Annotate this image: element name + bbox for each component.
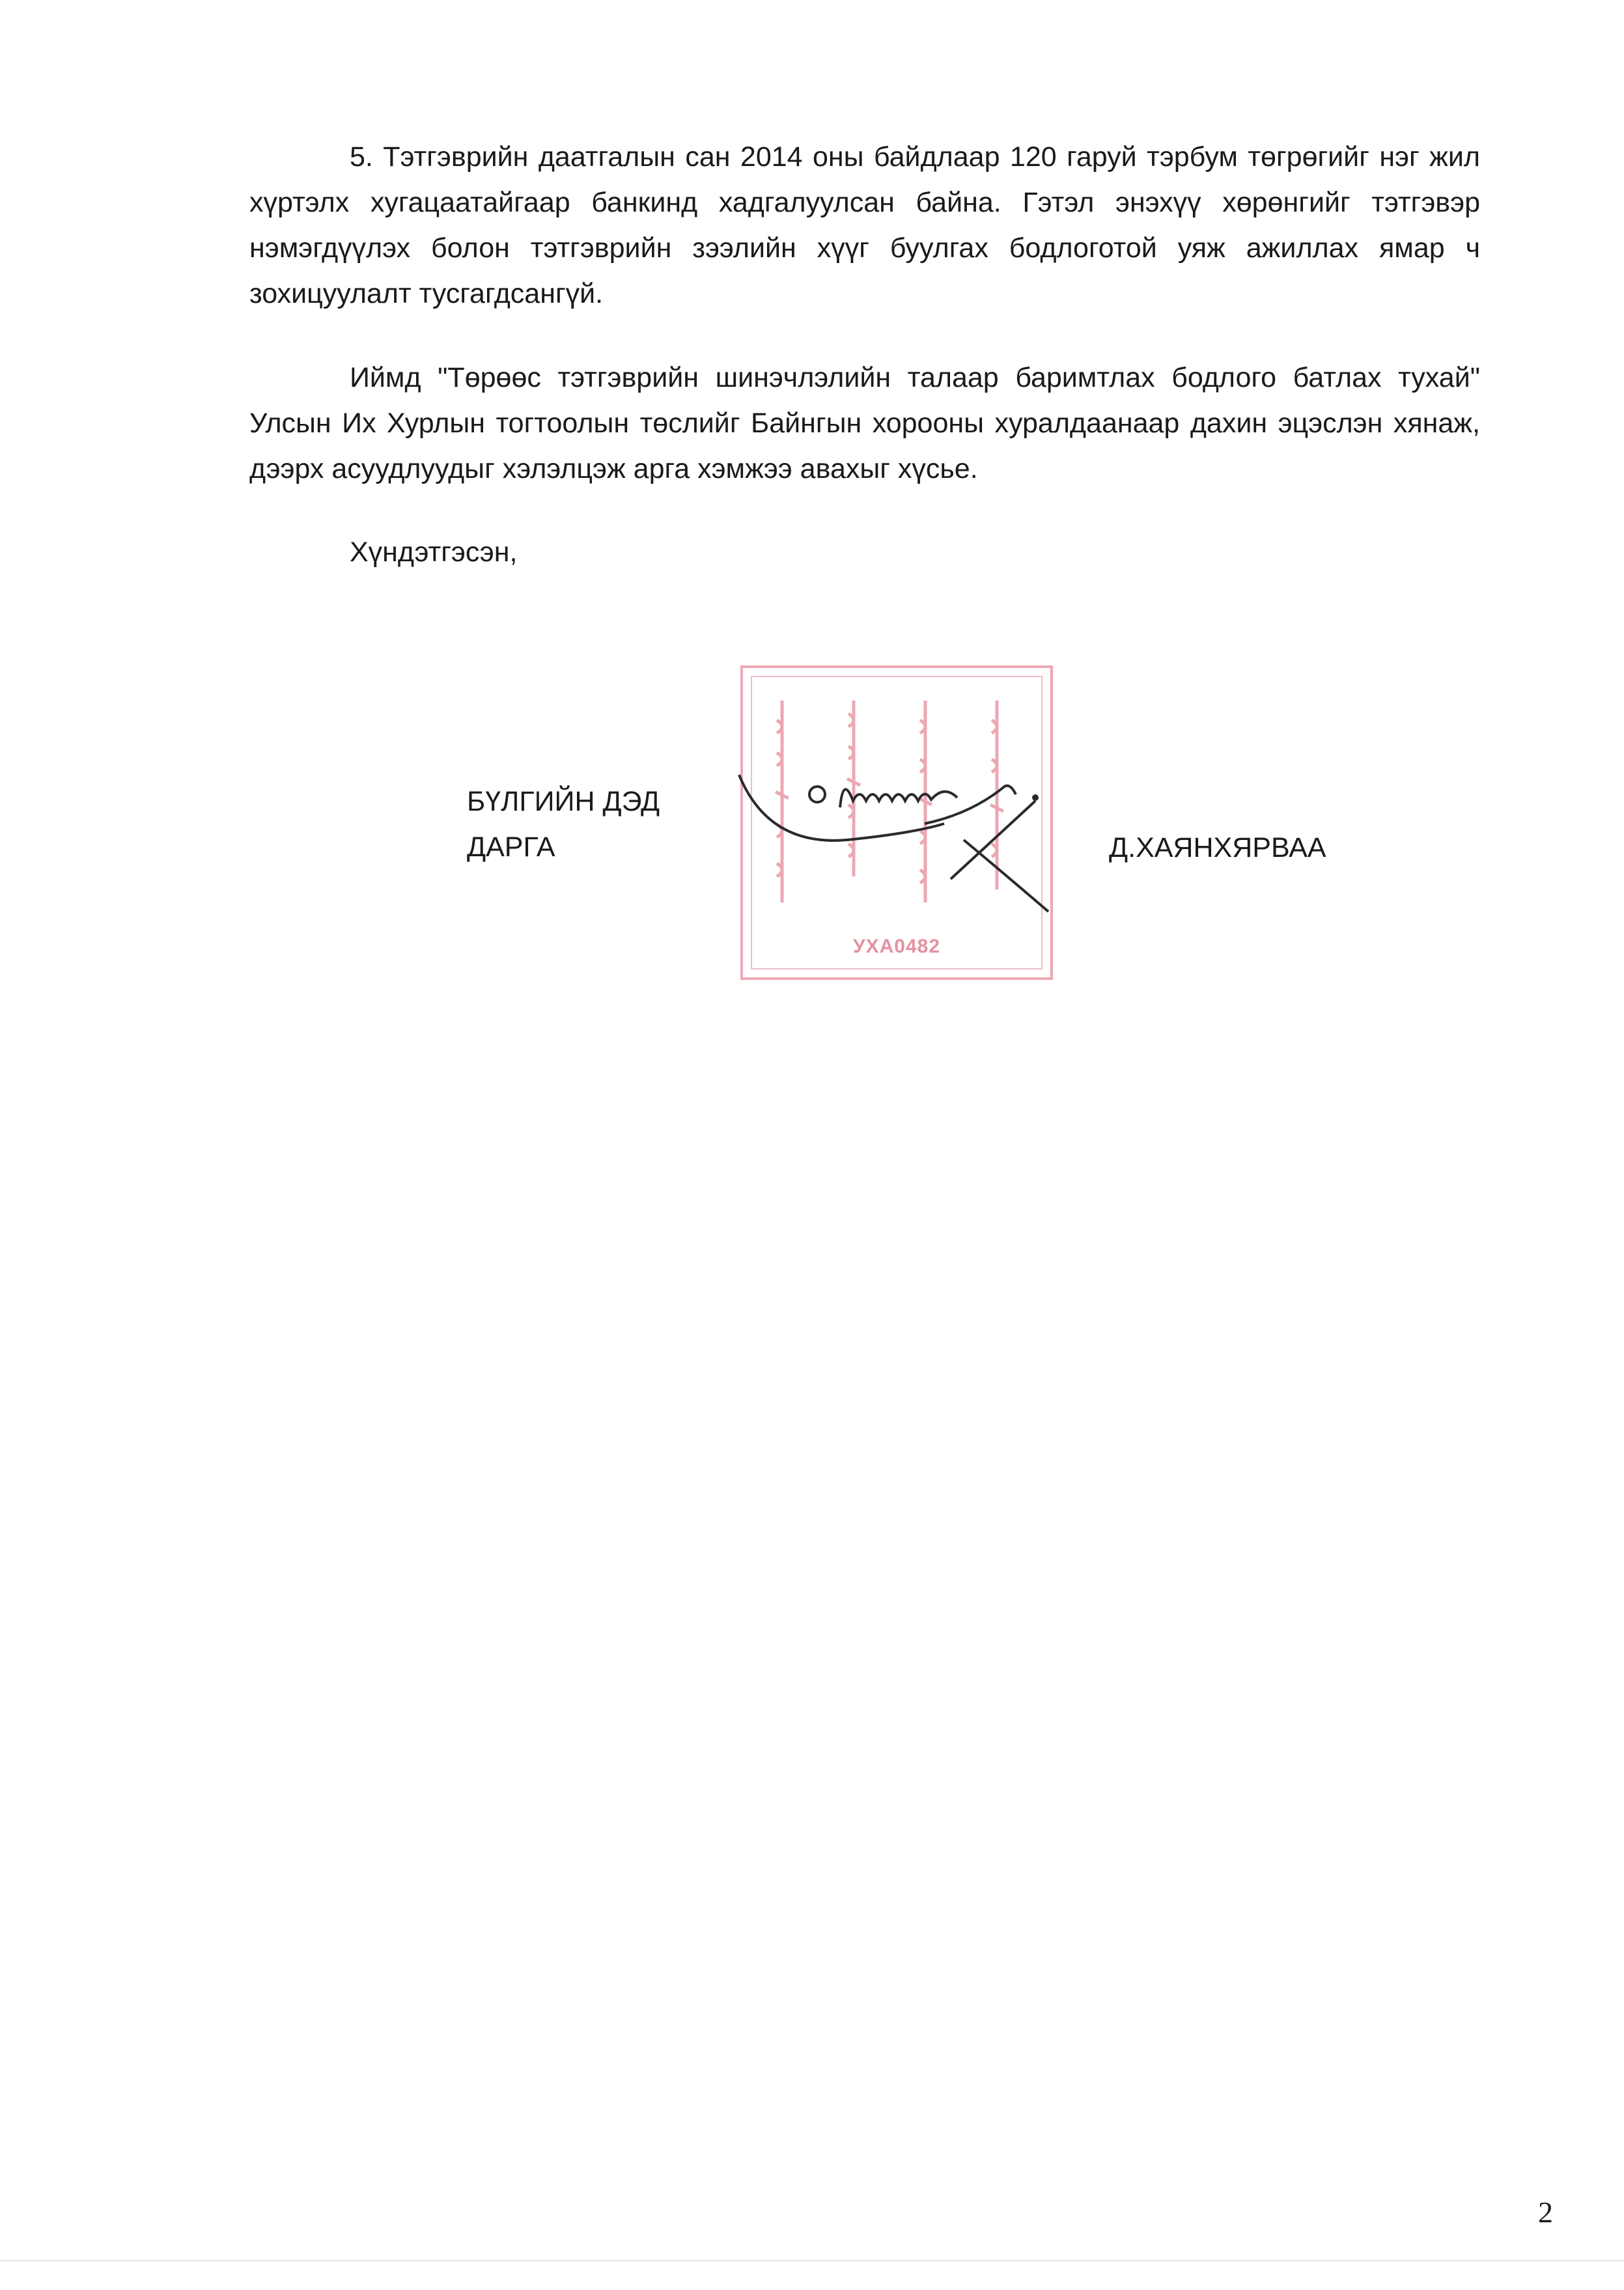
paragraph-text: 5. Тэтгэврийн даатгалын сан 2014 оны байдлаар 120 гаруй тэрбум төгрөгийг нэг жил хүртэлх хугацаатайгаар банкинд хадгалуулсан байна. Гэтэл энэхүү хөрөнгийг тэтгэвэр нэмэгдүүлэх болон тэтгэврийн зээлийн хүүг буулгах бодлоготой уяж ажиллах ямар ч зохицуулалт тусгагдсангүй. <box>249 141 1480 309</box>
signatory-name: Д.ХАЯНХЯРВАА <box>1109 832 1326 863</box>
page-number: 2 <box>1538 2196 1553 2229</box>
paragraph-request <box>249 355 1480 492</box>
signatory-title-line-1: БҮЛГИЙН ДЭД <box>467 786 660 817</box>
signatory-title-line-2: ДАРГА <box>467 831 555 863</box>
signatory-title <box>467 779 660 870</box>
stamp-code: УХА0482 <box>852 936 941 957</box>
handwritten-signature <box>729 749 1068 918</box>
closing-greeting: Хүндэтгэсэн, <box>350 537 518 568</box>
paragraph-point-5 <box>249 134 1480 316</box>
paragraph-text: Иймд "Төрөөс тэтгэврийн шинэчлэлийн талаар баримтлах бодлого батлах тухай" Улсын Их Хурлын тогтоолын төслийг Байнгын хорооны хуралдаанаар дахин эцэслэн хянаж, дээрх асуудлуудыг хэлэлцэж арга хэмжээ авахыг хүсье. <box>249 362 1480 484</box>
scan-edge-line <box>0 2260 1624 2261</box>
